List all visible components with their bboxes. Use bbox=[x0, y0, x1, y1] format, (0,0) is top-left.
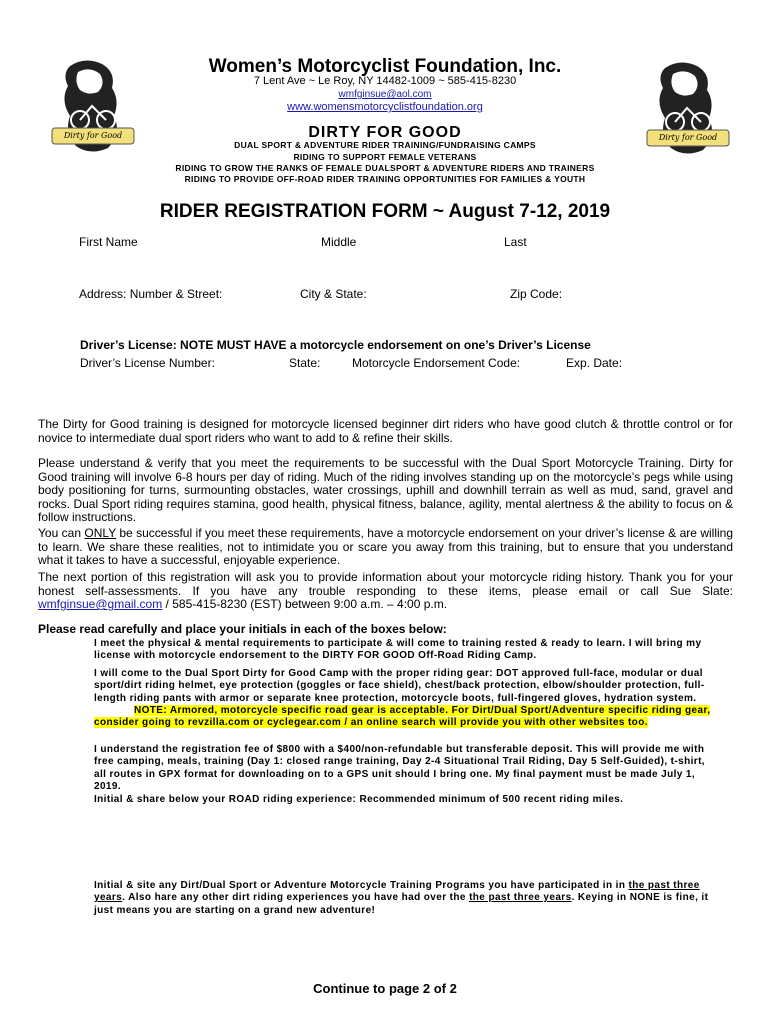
tagline-2: RIDING TO SUPPORT FEMALE VETERANS bbox=[293, 152, 477, 162]
program-title: DIRTY FOR GOOD bbox=[308, 124, 462, 141]
requirements-paragraph: Please understand & verify that you meet the requirements to be successful with the Dual Sport Motorcycle Training. Dirty for Good training will involve 6-8 hours per day of riding. Much of the riding involves standing up on the motorcycle’s pegs while using body positioning for turns, surmounting obstacles, water crossings, uphill and downhill terrain as well as mud, sand, gravel and rocks. Dual Sport riding requires stamina, good health, physical fitness, balance, agility, mental alertness & the ability to focus on & follow instructions. bbox=[38, 456, 733, 524]
initials-heading: Please read carefully and place your initials in each of the boxes below: bbox=[38, 622, 447, 636]
text-span: You can bbox=[38, 526, 85, 540]
text-span: . Keying in NONE is fine, it just means you are starting on a grand new adventure! bbox=[94, 892, 709, 916]
last-name-label: Last bbox=[504, 235, 527, 249]
city-state-label: City & State: bbox=[300, 287, 367, 301]
requirement-box-2[interactable] bbox=[94, 668, 714, 729]
address-label: Address: Number & Street: bbox=[79, 287, 223, 301]
endorsement-code-label: Motorcycle Endorsement Code: bbox=[352, 356, 521, 370]
underline-text: the past three years bbox=[469, 892, 572, 904]
text-span: . Also hare any other dirt riding experiences you have had over the bbox=[122, 892, 470, 904]
text-span: be successful if you meet these requirements, have a motorcycle endorsement on your driver’s license & are willing to learn. We share these realities, not to intimidate you or scare you away from this training, but to ensure that you understand what it takes to have a successful, enjoyable experience. bbox=[38, 526, 734, 567]
requirement-box-3[interactable]: I understand the registration fee of $800 with a $400/non-refundable but transferable deposit. This will provide me with free camping, meals, training (Day 1: closed range training, Day 2-4 Situational Trail Riding, Day 5 Self-Guided), t-shirt, all routes in GPX format for downloading on to a GPS unit should I bring one. My final payment must be made July 1, 2019. bbox=[94, 744, 705, 792]
middle-name-label: Middle bbox=[321, 235, 357, 249]
requirement-box-1[interactable]: I meet the physical & mental requirements to participate & will come to training rested & ready to learn. I will bring my license with motorcycle endorsement to the DIRTY FOR GOOD Off-Road Riding Camp. bbox=[94, 638, 702, 662]
org-name: Women’s Motorcyclist Foundation, Inc. bbox=[208, 56, 562, 77]
tagline-4: RIDING TO PROVIDE OFF-ROAD RIDER TRAINING OPPORTUNITIES FOR FAMILIES & YOUTH bbox=[184, 174, 586, 184]
history-paragraph bbox=[38, 571, 733, 612]
gear-note-highlight: NOTE: Armored, motorcycle specific road gear is acceptable. For Dirt/Dual Sport/Adventure specific riding gear, consider going to revzilla.com or cyclegear.com / an online search will provide you with other websites too. bbox=[94, 704, 711, 729]
first-name-label: First Name bbox=[79, 235, 138, 249]
text-span: I will come to the Dual Sport Dirty for Good Camp with the proper riding gear: DOT approved full-face, modular or dual sport/dirt riding helmet, eye protection (goggles or face shield), chest/back protection, elbow/shoulder protection, full-length riding pants with armor or separate knee protection, motorcycle boots, full-fingered gloves, hydration system. bbox=[94, 668, 705, 704]
contact-email-link[interactable]: wmfginsue@gmail.com bbox=[38, 597, 163, 611]
logo-badge-text: Dirty for Good bbox=[658, 133, 718, 142]
org-email-link[interactable]: wmfginsue@aol.com bbox=[338, 89, 432, 100]
org-website-link[interactable]: www.womensmotorcyclistfoundation.org bbox=[287, 101, 483, 113]
only-emphasis: ONLY bbox=[84, 526, 116, 540]
license-state-label: State: bbox=[289, 356, 321, 370]
road-experience-box[interactable]: Initial & share below your ROAD riding experience: Recommended minimum of 500 recent riding miles. bbox=[94, 794, 624, 805]
underline-text: the past three years bbox=[94, 880, 700, 904]
text-span: / 585-415-8230 (EST) between 9:00 a.m. – 4:00 p.m. bbox=[162, 597, 448, 611]
tagline-3: RIDING TO GROW THE RANKS OF FEMALE DUALSPORT & ADVENTURE RIDERS AND TRAINERS bbox=[175, 163, 595, 173]
zip-code-label: Zip Code: bbox=[510, 287, 563, 301]
license-note: Driver’s License: NOTE MUST HAVE a motorcycle endorsement on one’s Driver’s License bbox=[80, 338, 591, 352]
only-paragraph bbox=[38, 527, 733, 568]
license-number-label: Driver’s License Number: bbox=[80, 356, 215, 370]
exp-date-label: Exp. Date: bbox=[566, 356, 623, 370]
dirt-experience-box[interactable] bbox=[94, 880, 714, 917]
intro-paragraph: The Dirty for Good training is designed for motorcycle licensed beginner dirt riders who have good clutch & throttle control or for novice to intermediate dual sport riders who want to add to & refine their skills. bbox=[38, 417, 733, 445]
continue-footer: Continue to page 2 of 2 bbox=[313, 981, 457, 996]
form-title: RIDER REGISTRATION FORM ~ August 7-12, 2019 bbox=[159, 201, 611, 222]
text-span: Initial & site any Dirt/Dual Sport or Adventure Motorcycle Training Programs you have participated in in bbox=[94, 880, 629, 891]
text-span: The next portion of this registration will ask you to provide information about your motorcycle riding history. Thank you for your honest self-assessments. If you have any trouble responding to these items, please email or call Sue Slate: bbox=[38, 570, 733, 598]
tagline-1: DUAL SPORT & ADVENTURE RIDER TRAINING/FUNDRAISING CAMPS bbox=[234, 140, 536, 150]
org-address: 7 Lent Ave ~ Le Roy, NY 14482-1009 ~ 585-415-8230 bbox=[253, 75, 517, 87]
logo-badge-text: Dirty for Good bbox=[63, 131, 123, 140]
